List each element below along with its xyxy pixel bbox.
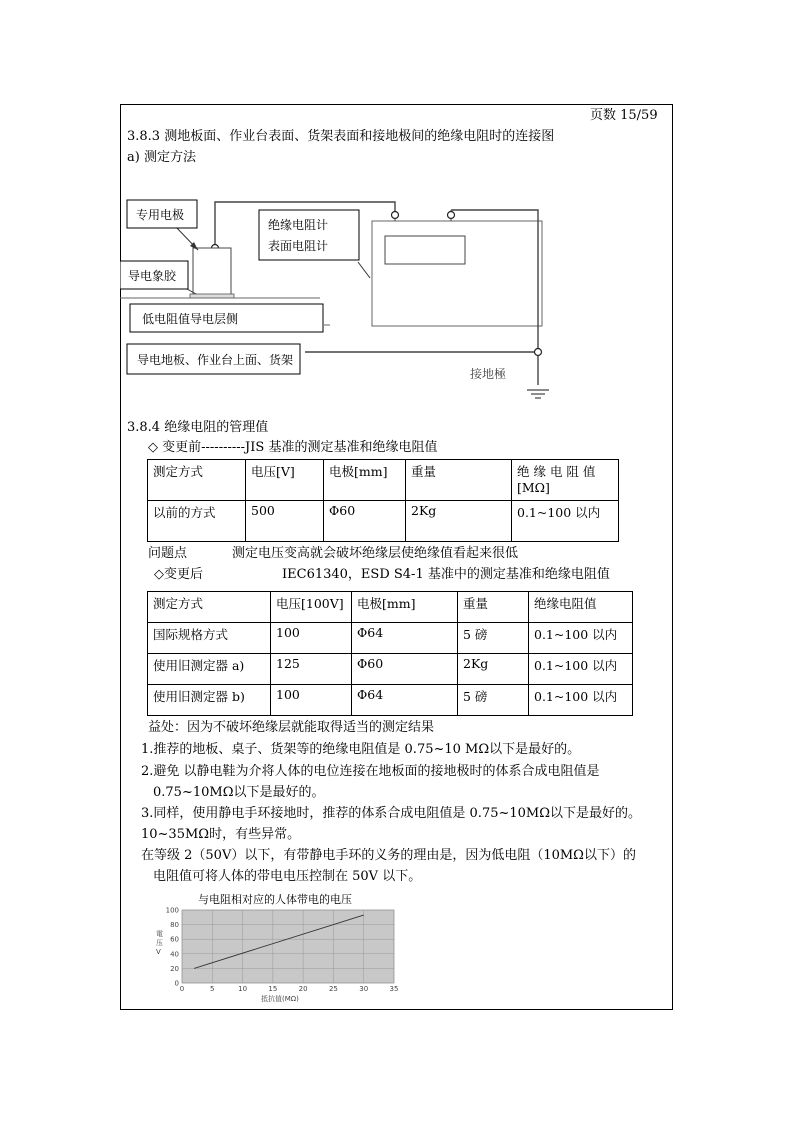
- x-tick-label: 15: [268, 985, 278, 993]
- table-row: [148, 623, 633, 654]
- cell: 2Kg: [458, 654, 529, 685]
- x-tick-label: 20: [298, 985, 308, 993]
- cell: 国际规格方式: [148, 623, 271, 654]
- cell: Φ64: [352, 623, 458, 654]
- x-axis-label: 抵抗值(MΩ): [261, 995, 299, 1003]
- cell: 0.1~100 以内: [512, 501, 619, 542]
- before-title: ◇ 变更前----------JIS 基准的测定基准和绝缘电阻值: [148, 440, 438, 455]
- terminal-meter-1: [392, 212, 399, 219]
- th-weight: 重量: [458, 592, 529, 623]
- plot-area: [182, 910, 394, 983]
- after-text: IEC61340，ESD S4-1 基准中的测定基准和绝缘电阻值: [282, 567, 610, 582]
- connection-diagram: [120, 190, 560, 415]
- cell: 0.1~100 以内: [529, 685, 633, 716]
- y-tick-label: 20: [170, 964, 179, 973]
- cell: 500: [246, 501, 324, 542]
- cell: 5 磅: [458, 685, 529, 716]
- cell: 使用旧测定器 b): [148, 685, 271, 716]
- note-4: 10~35MΩ时，有些异常。: [141, 827, 301, 842]
- voltage-chart: [150, 888, 410, 1003]
- wire-ground: [451, 210, 538, 352]
- page-number: 页数 15/59: [590, 108, 658, 123]
- label-meter-1: 绝缘电阻计: [268, 218, 329, 232]
- th-electrode: 电极[mm]: [352, 592, 458, 623]
- meter-body: [372, 221, 542, 326]
- cell: 2Kg: [406, 501, 512, 542]
- y-tick-label: 0: [174, 979, 179, 988]
- th-electrode: 电极[mm]: [324, 460, 406, 501]
- label-ground: 接地極: [470, 367, 507, 381]
- table-after: [147, 591, 633, 716]
- label-floor: 导电地板、作业台上面、货架: [137, 353, 294, 367]
- y-tick-label: 100: [165, 906, 179, 915]
- problem-label: 问题点: [148, 546, 188, 561]
- cell: 5 磅: [458, 623, 529, 654]
- benefit-text: 益处：因为不破坏绝缘层就能取得适当的测定结果: [148, 720, 435, 735]
- label-meter-2: 表面电阻计: [268, 239, 329, 253]
- cell: 100: [271, 623, 352, 654]
- x-tick-label: 5: [210, 985, 215, 993]
- section-384-title: 3.8.4 绝缘电阻的管理值: [127, 420, 269, 435]
- cell: 以前的方式: [148, 501, 246, 542]
- label-electrode: 专用电极: [136, 208, 185, 222]
- y-axis-label: 電压 V: [156, 930, 163, 956]
- meter-display: [385, 236, 465, 264]
- cell: Φ60: [324, 501, 406, 542]
- table-row: [148, 501, 619, 542]
- cell: 0.1~100 以内: [529, 623, 633, 654]
- note-1: 1.推荐的地板、桌子、货架等的绝缘电阻值是 0.75~10 MΩ以下是最好的。: [141, 742, 581, 757]
- th-weight: 重量: [406, 460, 512, 501]
- th-voltage: 电压[V]: [246, 460, 324, 501]
- y-tick-label: 40: [170, 950, 179, 959]
- note-5a: 在等级 2（50V）以下，有带静电手环的义务的理由是，因为低电阻（10MΩ以下）的: [141, 848, 636, 863]
- note-3: 3.同样，使用静电手环接地时，推荐的体系合成电阻值是 0.75~10MΩ以下是最好的。: [141, 806, 642, 821]
- cell: Φ60: [352, 654, 458, 685]
- cell: 使用旧测定器 a): [148, 654, 271, 685]
- after-label: ◇变更后: [154, 567, 203, 582]
- x-tick-label: 0: [179, 985, 185, 993]
- cell: 125: [271, 654, 352, 685]
- conductive-rubber: [190, 294, 234, 298]
- chart-title: 与电阻相对应的人体带电的电压: [198, 893, 352, 906]
- table-row: [148, 654, 633, 685]
- terminal-meter-2: [448, 212, 455, 219]
- th-resistance: 绝缘电阻值: [529, 592, 633, 623]
- cell: Φ64: [352, 685, 458, 716]
- x-tick-label: 10: [238, 985, 248, 993]
- problem-text: 测定电压变高就会破坏绝缘层使绝缘值看起来很低: [232, 546, 519, 561]
- th-method: 测定方式: [148, 592, 271, 623]
- electrode-block: [193, 248, 231, 296]
- table-before: [147, 459, 619, 542]
- section-383-title: 3.8.3 测地板面、作业台表面、货架表面和接地极间的绝缘电阻时的连接图: [127, 129, 555, 144]
- cell: 100: [271, 685, 352, 716]
- terminal-ground: [535, 349, 542, 356]
- cell: 0.1~100 以内: [529, 654, 633, 685]
- th-method: 测定方式: [148, 460, 246, 501]
- label-rubber: 导电象胶: [128, 269, 177, 283]
- x-tick-label: 30: [359, 985, 369, 993]
- section-383-subtitle: a) 测定方法: [127, 150, 196, 165]
- note-2b: 0.75~10MΩ以下是最好的。: [153, 785, 325, 800]
- x-tick-label: 35: [389, 985, 399, 993]
- x-tick-label: 25: [328, 985, 338, 993]
- note-5b: 电阻值可将人体的带电电压控制在 50V 以下。: [153, 869, 422, 884]
- note-2a: 2.避免 以静电鞋为介将人体的电位连接在地板面的接地极时的体系合成电阻值是: [141, 764, 600, 779]
- th-voltage: 电压[100V]: [271, 592, 352, 623]
- table-row: [148, 685, 633, 716]
- label-low-layer: 低电阻值导电层侧: [142, 312, 239, 326]
- y-tick-label: 60: [170, 935, 179, 944]
- th-resistance: 绝 缘 电 阻 值 [MΩ]: [512, 460, 619, 501]
- y-tick-label: 80: [170, 921, 179, 930]
